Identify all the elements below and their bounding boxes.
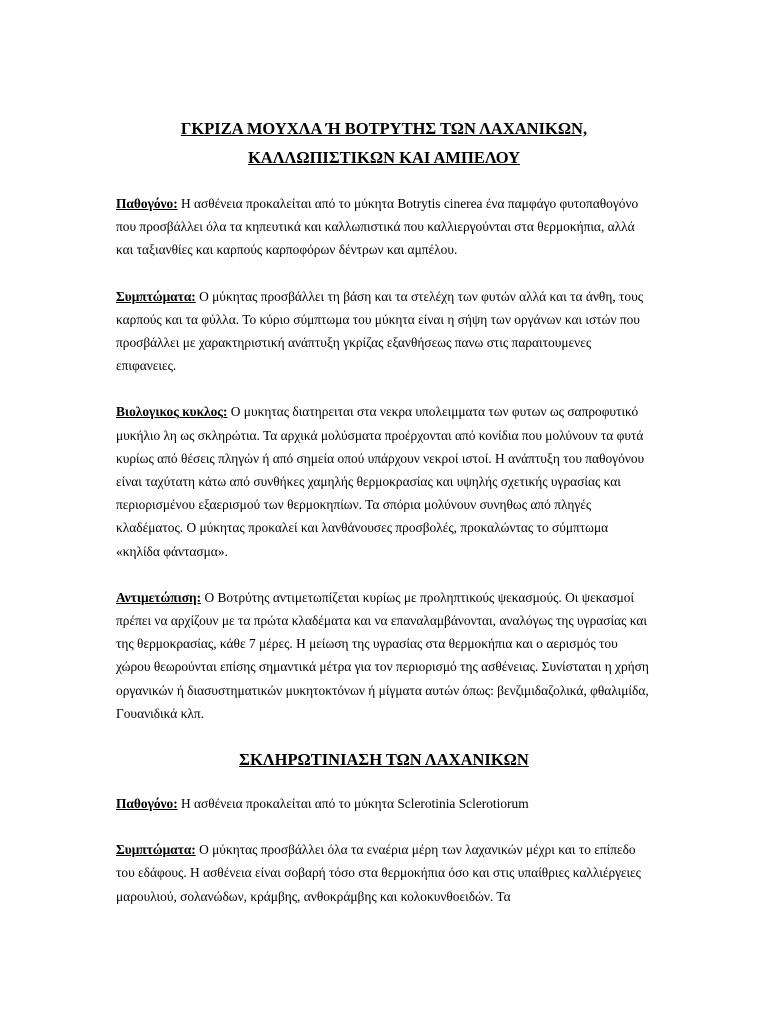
spacer	[116, 773, 652, 792]
section1-title-line1: ΓΚΡΙΖΑ ΜΟΥΧΛΑ Ή ΒΟΤΡΥΤΗΣ ΤΩΝ ΛΑΧΑΝΙΚΩΝ,	[180, 119, 588, 138]
spacer	[116, 262, 652, 285]
section1-title-line2: ΚΑΛΛΩΠΙΣΤΙΚΩΝ ΚΑΙ ΑΜΠΕΛΟΥ	[247, 148, 521, 167]
spacer	[116, 725, 652, 747]
section1-lifecycle-paragraph	[116, 400, 652, 562]
section2-symptoms-text: Ο μύκητας προσβάλλει όλα τα εναέρια μέρη των λαχανικών μέχρι και το επίπεδο του εδάφους. Η ασθένεια είναι σοβαρή τόσο στα θερμοκήπια όσο και στις υπαίθριες καλλιέργειες μαρουλιού, σολανώδων, κράμβης, ανθοκράμβης και κολοκυνθοειδών. Τα	[116, 842, 641, 904]
section1-lifecycle-label: Βιολογικος κυκλος:	[116, 404, 228, 420]
spacer	[116, 172, 652, 192]
section1-pathogen-text: Η ασθένεια προκαλείται από το μύκητα Botrytis cinerea ένα παμφάγο φυτοπαθογόνο που προσβάλλει όλα τα κηπευτικά και καλλωπιστικά που καλλιεργούνται στα θερμοκήπια, αλλά και ταξιανθίες και καρπούς καρποφόρων δέντρων και αμπέλου.	[116, 196, 639, 258]
section1-title	[116, 114, 652, 172]
spacer	[116, 815, 652, 838]
section1-pathogen-paragraph	[116, 192, 652, 262]
section1-treatment-label: Αντιμετώπιση:	[116, 589, 202, 605]
section2-pathogen-text: Η ασθένεια προκαλείται από το μύκητα Sclerotinia Sclerotiorum	[177, 796, 529, 812]
document-body	[116, 114, 652, 908]
section1-treatment-text: Ο Βοτρύτης αντιμετωπίζεται κυρίως με προληπτικούς ψεκασμούς. Οι ψεκασμοί πρέπει να αρχίζουν με τα πρώτα κλαδέματα και να επαναλαμβάνονται, αναλόγως της υγρασίας και της θερμοκρασίας, κάθε 7 μέρες. Η μείωση της υγρασίας στα θερμοκήπια και ο αερισμός του χώρου θεωρούνται επίσης σημαντικά μέτρα για τον περιορισμό της ασθένειας. Συνίσταται η χρήση οργανικών ή διασυστηματικών μυκητοκτόνων ή μίγματα αυτών όπως: βενζιμιδαζολικά, φθαλιμίδα, Γουανιδικά κλπ.	[116, 589, 649, 721]
spacer	[116, 377, 652, 400]
spacer	[116, 563, 652, 586]
section2-symptoms-paragraph	[116, 838, 652, 908]
section1-pathogen-label: Παθογόνο:	[116, 196, 178, 211]
section2-pathogen-label: Παθογόνο:	[116, 796, 178, 812]
section1-symptoms-label: Συμπτώματα:	[116, 288, 196, 304]
section1-lifecycle-text: Ο μυκητας διατηρειται στα νεκρα υπολειμματα των φυτων ως σαπροφυτικό μυκήλιο λη ως σκληρώτια. Τα αρχικά μολύσματα προέρχονται από κονίδια που μολύνουν τα φυτά κυρίως από θέσεις πληγών ή από σημεία οπού υπάρχουν νεκροί ιστοί. Η ανάπτυξη του παθογόνου είναι ταχύτατη κάτω από συνθήκες χαμηλής θερμοκρασίας και υψηλής σχετικής υγρασίας και περιορισμένου εξαερισμού των θερμοκηπίων. Τα σπόρια μολύνουν συνηθως από πληγές κλαδέματος. Ο μύκητας προκαλεί και λανθάνουσες προσβολές, προκαλώντας το σύμπτωμα «κηλίδα φάντασμα».	[116, 404, 645, 559]
section1-symptoms-paragraph	[116, 285, 652, 378]
section2-pathogen-paragraph	[116, 792, 652, 815]
section1-symptoms-text: Ο μύκητας προσβάλλει τη βάση και τα στελέχη των φυτών αλλά και τα άνθη, τους καρπούς και τα φύλλα. Το κύριο σύμπτωμα του μύκητα είναι η σήψη των οργάνων και ιστών που προσβάλλει με χαρακτηριστική ανάπτυξη γκρίζας εξανθήσεως πανω στις παραιτουμενες επιφανειες.	[116, 288, 644, 374]
section2-title: ΣΚΛΗΡΩΤΙΝΙΑΣΗ ΤΩΝ ΛΑΧΑΝΙΚΩΝ	[239, 750, 529, 770]
section1-treatment-paragraph	[116, 586, 652, 725]
section2-symptoms-label: Συμπτώματα:	[116, 842, 196, 858]
